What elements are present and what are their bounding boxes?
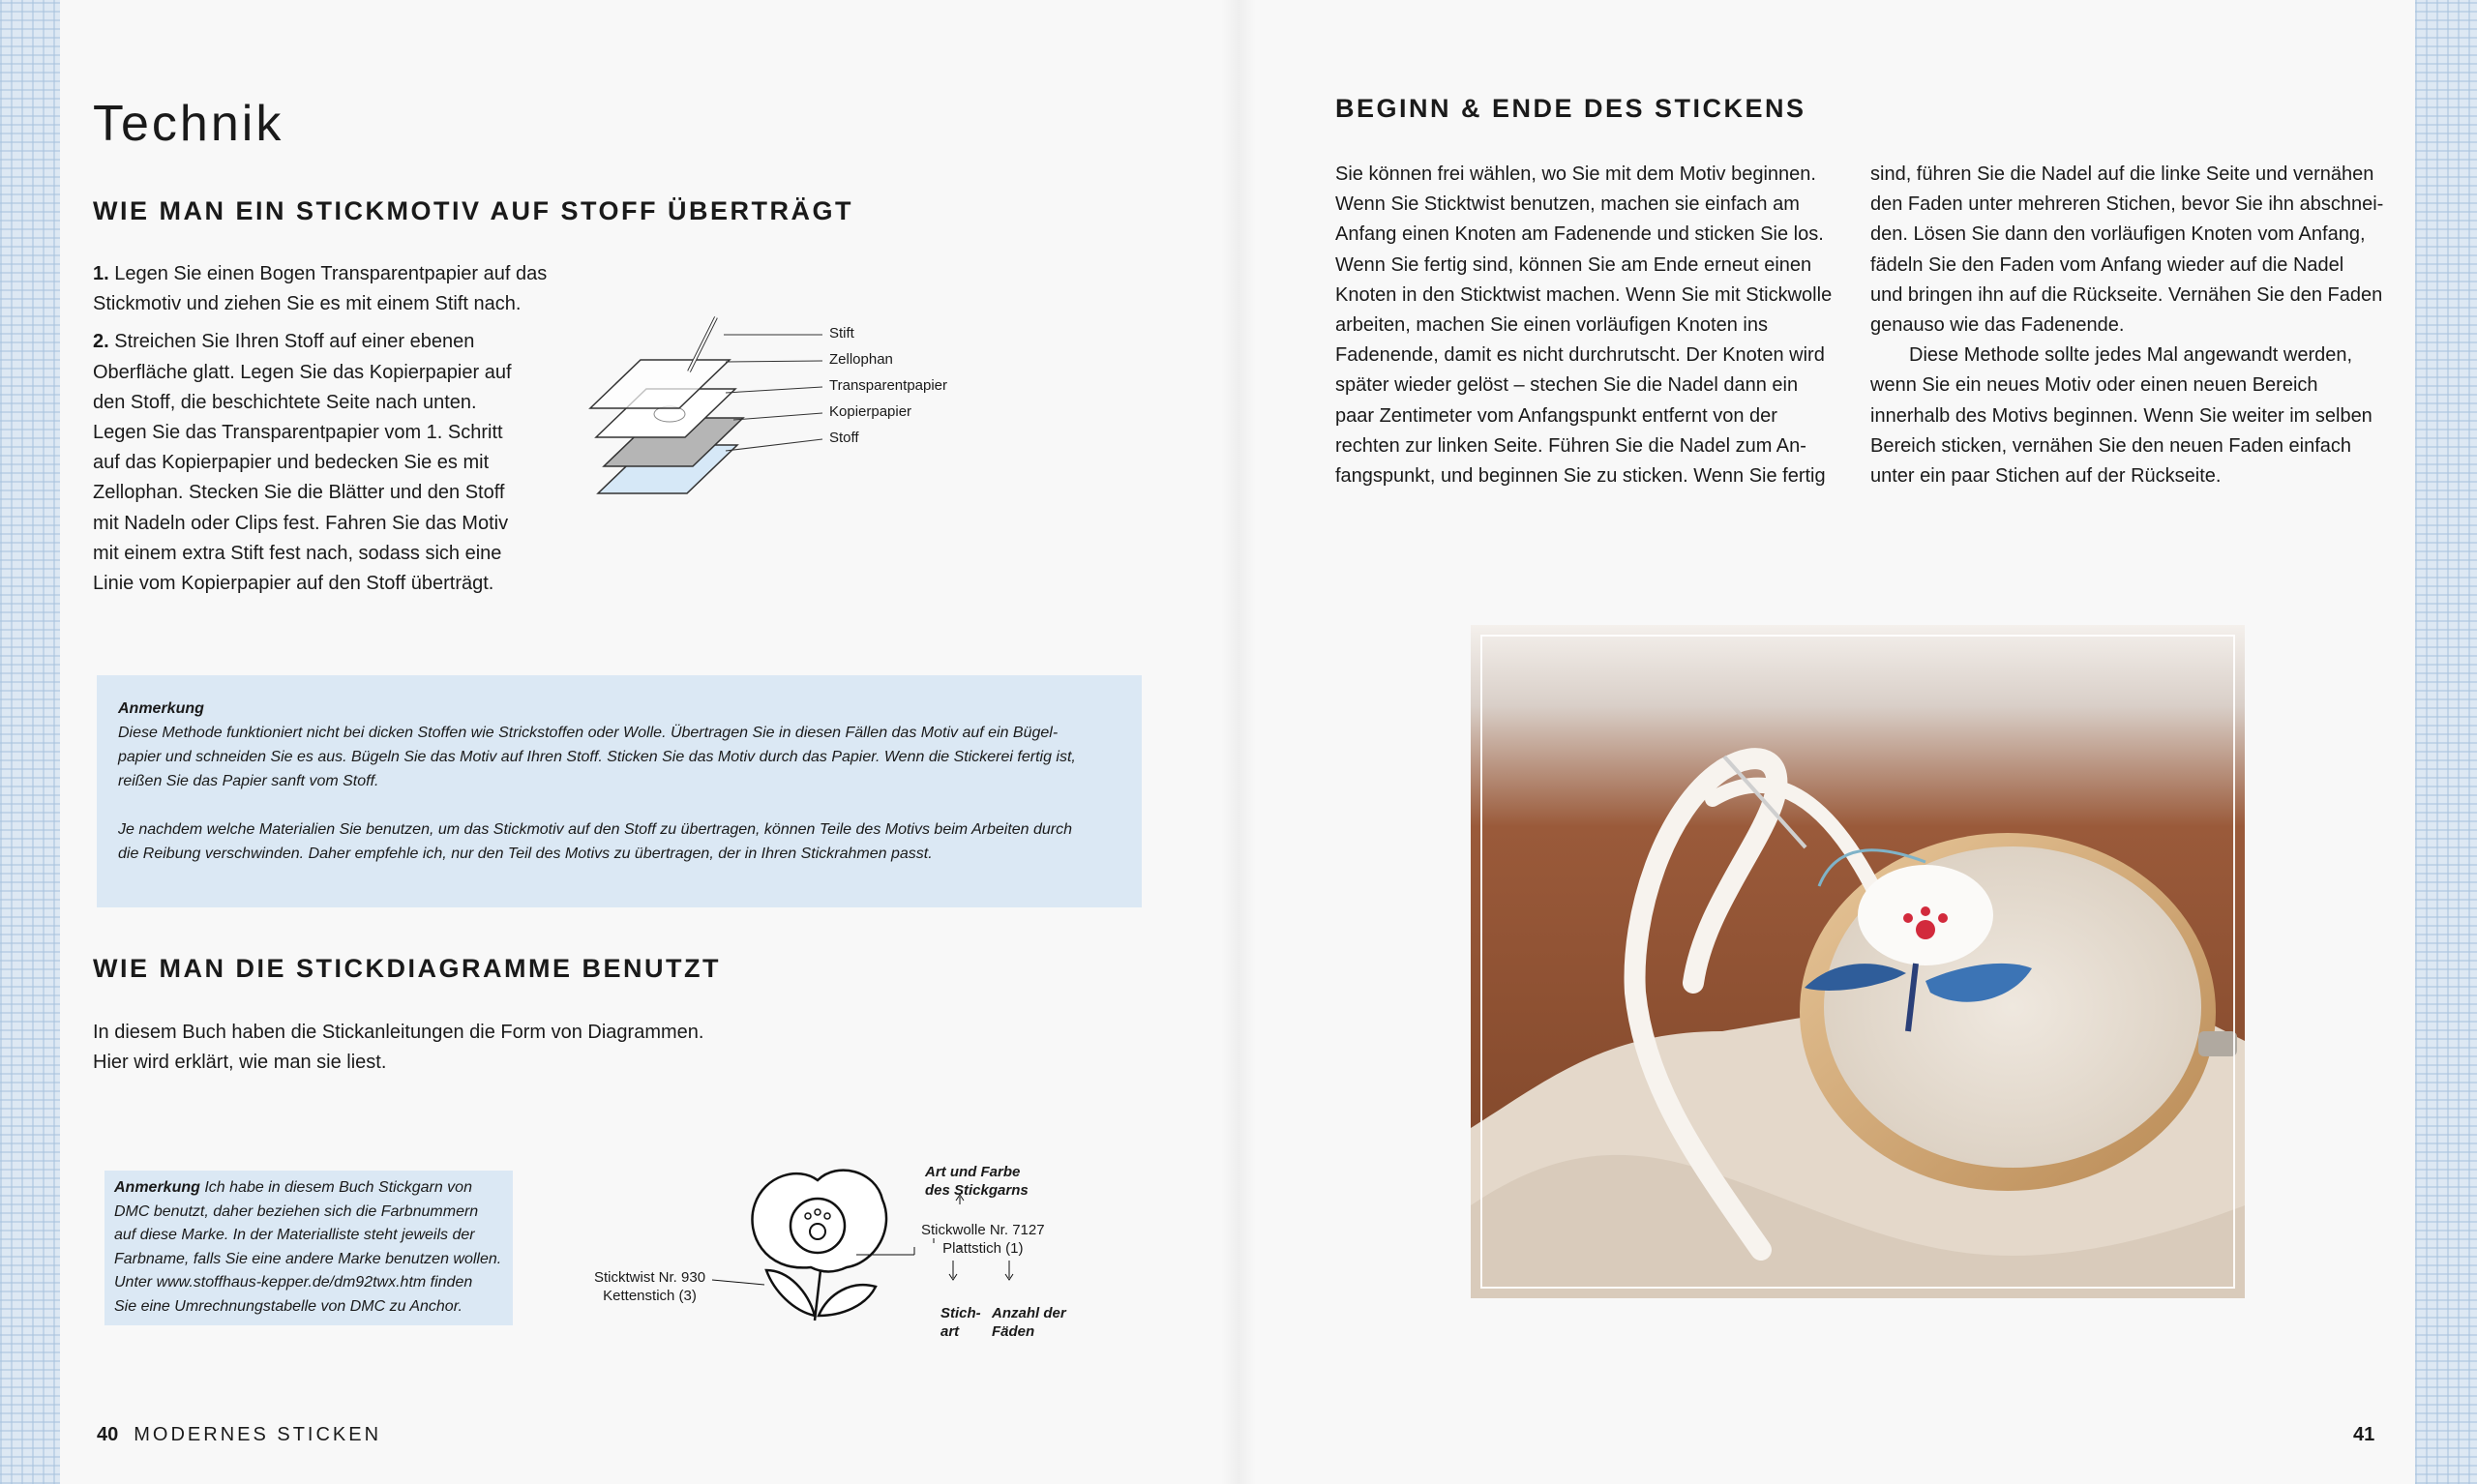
text-line: Wenn Sie Sticktwist benutzen, machen sie einfach am [1335,193,1800,216]
text-line: innerhalb des Motivs beginnen. Wenn Sie weiter im selben [1870,404,2373,427]
leader-line [733,413,822,420]
text-line: Legen Sie einen Bogen Transparentpapier auf das [114,263,548,284]
text-line: auf das Kopierpapier und bedecken Sie es mit [93,452,490,474]
text-line: Linie vom Kopierpapier auf den Stoff überträgt. [93,573,494,595]
leaf-left [766,1270,815,1316]
note-line: reißen Sie das Papier sanft vom Stoff. [118,773,379,789]
text-line: Hier wird erklärt, wie man sie liest. [93,1052,387,1074]
text-line: rechten zur linken Seite. Führen Sie die Nadel zum An- [1335,434,1806,457]
footer-right [2353,1424,2374,1446]
step-list [93,259,548,599]
left-page-edge-pattern [0,0,60,1484]
label-line: Kettenstich (3) [603,1288,697,1304]
transfer-layers-diagram [581,310,832,503]
text-line: Legen Sie das Transparentpapier vom 1. Schritt [93,422,503,444]
photo-inner-border [1480,635,2235,1289]
label-line: Stickwolle Nr. 7127 [921,1222,1045,1238]
text-line: Knoten in den Sticktwist machen. Wenn Sie mit Stickwolle [1335,283,1833,306]
leaf-right [819,1285,876,1316]
text-line: den Faden unter mehreren Stichen, bevor Sie ihn abschnei- [1870,193,2384,216]
note-line: Farbname, falls Sie eine andere Marke benutzen wollen. [114,1250,502,1267]
text-line: genauso wie das Fadenende. [1870,314,2125,337]
label-sticktwist [594,1268,705,1305]
text-line: den Stoff, die beschichtete Seite nach unten. [93,391,477,413]
note-line: die Reibung verschwinden. Daher empfehle ich, nur den Teil des Motivs zu übertragen, der in Ihren Stickrahmen passt. [118,846,933,862]
label-zellophan: Zellophan [829,351,893,368]
note-box-methode [97,675,1142,907]
text-line: Streichen Sie Ihren Stoff auf einer ebenen [114,331,475,353]
section-heading-transfer: WIE MAN EIN STICKMOTIV AUF STOFF ÜBERTRÄGT [93,196,853,225]
step-2-number: 2. [93,331,109,353]
note-box-dmc [104,1171,513,1325]
text-line: Fadenende, damit es nicht durchrutscht. Der Knoten wird [1335,344,1825,367]
leader-line [726,387,822,393]
page-number: 41 [2353,1424,2375,1445]
text-line: Oberfläche glatt. Legen Sie das Kopierpapier auf [93,361,512,383]
text-line: den. Lösen Sie dann den vorläufigen Knoten vom Anfang, [1870,223,2366,246]
step-1 [93,259,548,289]
text-line: arbeiten, machen Sie einen vorläufigen Knoten ins [1335,314,1768,337]
text-line: fädeln Sie den Faden vom Anfang wieder auf die Nadel [1870,253,2344,276]
right-page-edge-pattern [2415,0,2477,1484]
text-line: mit einem extra Stift fest nach, sodass sich eine [93,542,502,564]
text-line: In diesem Buch haben die Stickanleitungen die Form von Diagrammen. [93,1022,704,1043]
note-line: auf diese Marke. In der Materialliste steht jeweils der [114,1227,475,1243]
leader-line [726,361,822,362]
label-line: Sticktwist Nr. 930 [594,1269,706,1286]
label-line: Stich- [940,1305,981,1321]
note-line: Unter www.stoffhaus-kepper.de/dm92twx.htm finden [114,1274,473,1291]
text-line: sind, führen Sie die Nadel auf die linke Seite und vernähen [1870,163,2374,185]
note-line: Sie eine Umrechnungstabelle von DMC zu Anchor. [114,1297,463,1315]
label-stoff: Stoff [829,430,859,446]
label-line: art [940,1323,960,1340]
note-title: Anmerkung [118,700,204,717]
footer-left [97,1424,381,1446]
step-1-number: 1. [93,263,109,284]
note-text: Ich habe in diesem Buch Stickgarn von [204,1179,472,1196]
note-line: Je nachdem welche Materialien Sie benutzen, um das Stickmotiv auf den Stoff zu übertragen, können Teile des Motivs beim Arbeiten durch [118,821,1073,838]
diagrams-intro [93,1018,770,1078]
text-line: mit Nadeln oder Clips fest. Fahren Sie das Motiv [93,512,509,534]
label-stickwolle [921,1221,1045,1258]
page-number: 40 [97,1424,119,1445]
text-line: Sie können frei wählen, wo Sie mit dem Motiv beginnen. [1335,163,1816,185]
embroidery-hoop-photo [1471,625,2245,1298]
text-line: Anfang einen Knoten am Fadenende und sticken Sie los. [1335,223,1824,246]
text-line: paar Zentimeter vom Anfangspunkt entfernt von der [1335,404,1777,427]
section-heading-beginn-ende: BEGINN & ENDE DES STICKENS [1335,94,1806,123]
text-line: und bringen ihn auf die Rückseite. Vernähen Sie den Faden [1870,283,2383,306]
label-anzahl-faeden [992,1304,1066,1341]
note-line [114,1176,511,1201]
text-line: Zellophan. Stecken Sie die Blätter und den Stoff [93,482,505,504]
text-line: später wieder gelöst – stechen Sie die Nadel dann ein [1335,374,1799,397]
note-line: DMC benutzt, daher beziehen sich die Farbnummern [114,1202,479,1220]
text-line: Wenn Sie fertig sind, können Sie am Ende erneut einen [1335,253,1812,276]
text-column-1 [1335,160,1848,491]
leader-line [726,439,822,451]
note-title: Anmerkung [114,1179,200,1196]
note-spacer [118,793,1124,817]
text-column-2 [1870,160,2393,491]
label-line: Fäden [992,1323,1035,1340]
label-line: Art und Farbe [925,1164,1021,1180]
label-transparentpapier: Transparentpapier [829,377,948,394]
flower-outline [752,1171,886,1272]
text-line: Diese Methode sollte jedes Mal angewandt werden, [1909,344,2353,367]
label-stift: Stift [829,325,854,341]
step-2 [93,327,548,357]
note-line: Diese Methode funktioniert nicht bei dicken Stoffen wie Strickstoffen oder Wolle. Übertragen Sie in diesen Fällen das Motiv auf ein Bügel- [118,725,1059,741]
leader-line [712,1280,764,1285]
section-heading-diagrams: WIE MAN DIE STICKDIAGRAMME BENUTZT [93,954,721,983]
text-line: Stickmotiv und ziehen Sie es mit einem Stift nach. [93,293,522,315]
book-section-title: MODERNES STICKEN [134,1424,382,1445]
label-kopierpapier: Kopierpapier [829,403,912,420]
text-line: wenn Sie ein neues Motiv oder einen neuen Bereich [1870,374,2318,397]
text-line: Bereich sticken, vernähen Sie den neuen Faden einfach [1870,434,2352,457]
label-stichart [940,1304,981,1341]
label-line: Plattstich (1) [942,1240,1024,1257]
label-art-farbe [925,1163,1029,1200]
label-line: Anzahl der [992,1305,1066,1321]
text-line: fangspunkt, und beginnen Sie zu sticken. Wenn Sie fertig [1335,465,1826,488]
book-gutter [1221,0,1256,1484]
page-title: Technik [93,96,284,152]
note-line: papier und schneiden Sie es aus. Bügeln Sie das Motiv auf Ihren Stoff. Sticken Sie das Motiv durch das Papier. Wenn die Stickerei fertig ist, [118,749,1076,765]
text-line: unter ein paar Stichen auf der Rückseite. [1870,465,2222,488]
label-line: des Stickgarns [925,1182,1029,1199]
